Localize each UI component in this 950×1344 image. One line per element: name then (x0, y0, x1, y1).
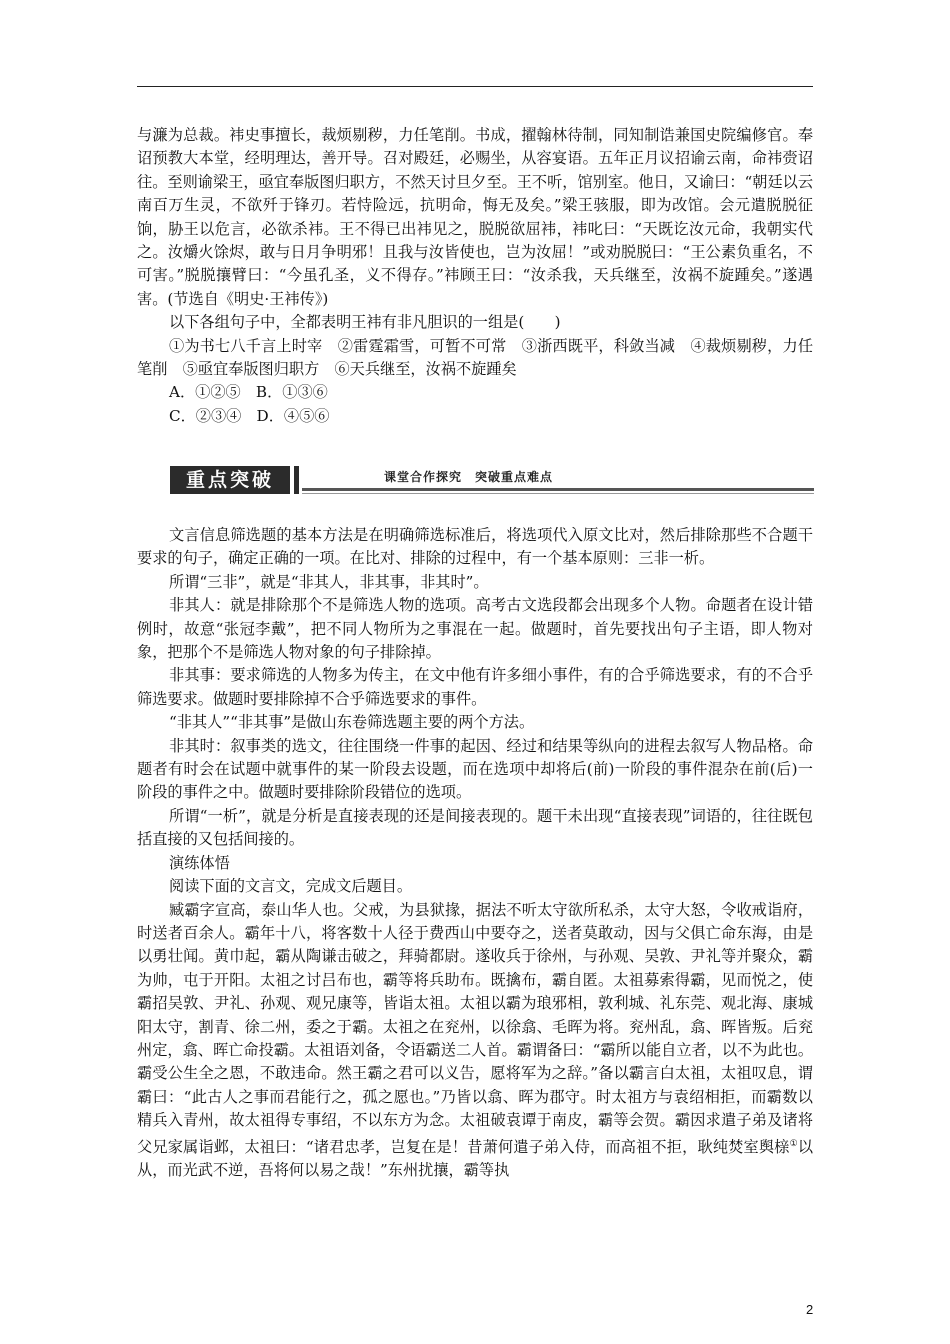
footnote-marker: ① (789, 1138, 798, 1149)
section-subtitle: 课堂合作探究 突破重点难点 (384, 470, 554, 484)
method-paragraph: 非其时：叙事类的选文，往往围绕一件事的起因、经过和结果等纵向的进程去叙写人物品格。命题者有时会在试题中就事件的某一阶段去设题，而在选项中却将后(前)一阶段的事件混杂在前(后)一阶段的事件之中。做题时要排除阶段错位的选项。 (137, 736, 813, 802)
passage-zang-ba (137, 899, 813, 1183)
header-rule (137, 86, 813, 87)
banner-divider (294, 466, 299, 494)
practice-heading: 演练体悟 (169, 853, 230, 872)
answer-options-ab: A．①②⑤ B．①③⑥ (169, 383, 328, 402)
question-items: ①为书七八千言上时宰 ②雷霆霜雪，可暂不可常 ③浙西既平，科敛当减 ④裁烦剔秽，力任笔削 ⑤亟宜奉版图归职方 ⑥天兵继至，汝祸不旋踵矣 (137, 336, 813, 379)
practice-instruction: 阅读下面的文言文，完成文后题目。 (169, 877, 412, 896)
question-stem: 以下各组句子中，全都表明王袆有非凡胆识的一组是( ) (169, 313, 561, 332)
passage-paragraph: 与濂为总裁。袆史事擅长，裁烦剔秽，力任笔削。书成，擢翰林待制，同知制诰兼国史院编修官。奉诏预教大本堂，经明理达，善开导。召对殿廷，必赐坐，从容宴语。五年正月议招谕云南，命袆赍诏往。至则谕梁王，亟宜奉版图归职方，不然天讨旦夕至。王不听，馆别室。他日，又谕曰：“朝廷以云南百万生灵，不欲歼于锋刃。若恃险远，抗明命，悔无及矣。”梁王骇服，即为改馆。会元遣脱脱征饷，胁王以危言，必欲杀袆。王不得已出袆见之，脱脱欲屈袆，袆叱曰：“天既讫汝元命，我朝实代之。汝爝火馀烬，敢与日月争明邪！且我与汝皆使也，岂为汝屈！”或劝脱脱曰：“王公素负重名，不可害。”脱脱攘臂曰：“今虽孔圣，义不得存。”袆顾王曰：“汝杀我，天兵继至，汝祸不旋踵矣。”遂遇害。(节选自《明史·王袆传》) (137, 126, 814, 308)
passage-text: 以从，而光武不逆，吾将何以易之哉！”东州扰攘，霸等执 (137, 1137, 813, 1180)
page-number: 2 (806, 1302, 814, 1317)
passage-text: 臧霸字宣高，泰山华人也。父戒，为县狱掾，据法不听太守欲所私杀，太守大怒，令收戒诣府，时送者百余人。霸年十八，将客数十人径于费西山中要夺之，送者莫敢动，因与父俱亡命东海，由是以勇壮闻。黄巾起，霸从陶谦击破之，拜骑都尉。遂收兵于徐州，与孙观、吴敦、尹礼等并聚众，霸为帅，屯于开阳。太祖之讨吕布也，霸等将兵助布。既擒布，霸自匿。太祖募索得霸，见而悦之，使霸招吴敦、尹礼、孙观、观兄康等，皆诣太祖。太祖以霸为琅邪相，敦利城、礼东莞、观北海、康城阳太守，割青、徐二州，委之于霸。太祖之在兖州，以徐翕、毛晖为将。兖州乱，翕、晖皆叛。后兖州定，翕、晖亡命投霸。太祖语刘备，令语霸送二人首。霸谓备曰：“霸所以能自立者，以不为此也。霸受公生全之恩，不敢违命。然王霸之君可以义告，愿将军为之辞。”备以霸言白太祖，太祖叹息，谓霸曰：“此古人之事而君能行之，孤之愿也。”乃皆以翕、晖为郡守。时太祖方与袁绍相拒，而霸数以精兵入青州，故太祖得专事绍，不以东方为念。太祖破袁谭于南皮，霸等会贺。霸因求遣子弟及诸将父兄家属诣邺，太祖曰：“诸君忠孝，岂复在是！昔萧何遣子弟入侍，而高祖不拒，耿纯焚室舆榇 (137, 900, 814, 1156)
method-section (137, 524, 813, 1182)
method-paragraph: “非其人”“非其事”是做山东卷筛选题主要的两个方法。 (169, 713, 535, 732)
section-banner (170, 462, 814, 498)
banner-rule (302, 488, 814, 491)
method-paragraph: 所谓“一析”，就是分析是直接表现的还是间接表现的。题干未出现“直接表现”词语的，往往既包括直接的又包括间接的。 (137, 806, 813, 849)
method-paragraph: 所谓“三非”，就是“非其人，非其事，非其时”。 (169, 572, 489, 591)
passage-wang-yi (137, 124, 813, 428)
answer-options-cd: C．②③④ D．④⑤⑥ (169, 406, 330, 425)
section-title: 重点突破 (170, 466, 290, 494)
method-paragraph: 非其人：就是排除那个不是筛选人物的选项。高考古文选段都会出现多个人物。命题者在设计错例时，故意“张冠李戴”，把不同人物所为之事混在一起。做题时，首先要找出句子主语，即人物对象，把那个不是筛选人物对象的句子排除掉。 (137, 596, 813, 662)
method-paragraph: 文言信息筛选题的基本方法是在明确筛选标准后，将选项代入原文比对，然后排除那些不合题干要求的句子，确定正确的一项。在比对、排除的过程中，有一个基本原则：三非一析。 (137, 526, 813, 568)
method-paragraph: 非其事：要求筛选的人物多为传主，在文中他有许多细小事件，有的合乎筛选要求，有的不合乎筛选要求。做题时要排除掉不合乎筛选要求的事件。 (137, 666, 813, 708)
banner-rule-thin (302, 493, 814, 494)
